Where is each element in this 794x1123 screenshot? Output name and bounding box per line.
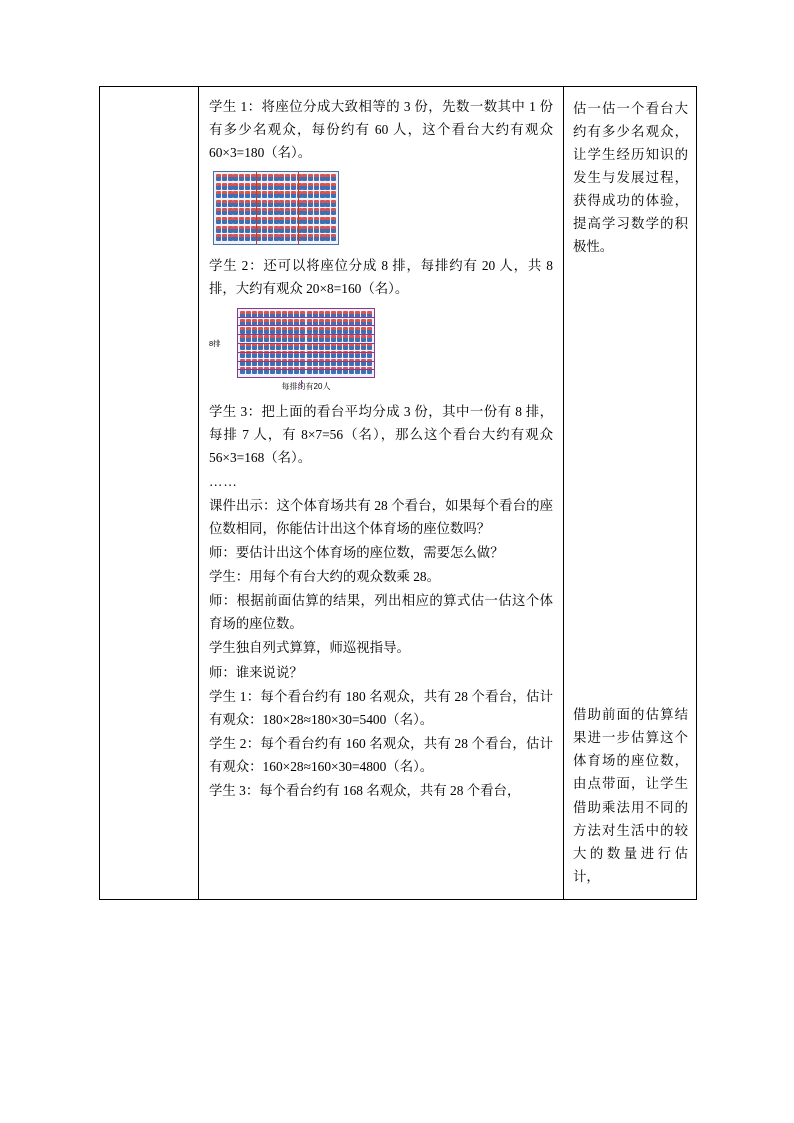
lesson-plan-table	[99, 86, 697, 900]
left-column-content	[100, 87, 198, 105]
main-column-cell	[199, 87, 564, 900]
paragraph-student2-estimate: 学生 2：每个看台约有 160 名观众，共有 28 个看台，估计有观众：160×28≈160×30=4800（名）。	[209, 735, 553, 774]
seating-grid-icon	[213, 171, 339, 245]
figure2-caption: 每排约有20人	[281, 382, 331, 392]
design-note-1: 估一估一个看台大约有多少名观众，让学生经历知识的发生与发展过程，获得成功的体验，提高学习数学的积极性。	[573, 101, 688, 255]
right-column-cell	[564, 87, 697, 900]
design-note-2: 借助前面的估算结果进一步估算这个体育场的座位数，由点带面，让学生借助乘法用不同的方法对生活中的较大的数量进行估计，	[573, 707, 688, 884]
paragraph-teacher-question-2: 师：谁来说说？	[209, 664, 303, 680]
paragraph-student2: 学生 2：还可以将座位分成 8 排，每排约有 20 人，共 8 排，大约有观众 20×8=160（名）。	[209, 258, 553, 297]
paragraph-teacher-question-1: 师：要估计出这个体育场的座位数，需要怎么做？	[209, 545, 504, 561]
right-column-spacer	[573, 259, 688, 703]
figure-seating-three-parts	[209, 171, 553, 245]
pointer-line-icon	[301, 380, 302, 389]
paragraph-student-answer: 学生：用每个有台大约的观众数乘 28。	[209, 569, 440, 585]
paragraph-students-work: 学生独自列式算算，师巡视指导。	[209, 640, 410, 656]
paragraph-student3: 学生 3：把上面的看台平均分成 3 份，其中一份有 8 排，每排 7 人，有 8×7=56（名），那么这个看台大约有观众 56×3=168（名）。	[209, 403, 553, 466]
paragraph-courseware-prompt: 课件出示：这个体育场共有 28 个看台，如果每个看台的座位数相同，你能估计出这个体育场的座位数吗？	[209, 498, 553, 537]
right-column-content	[564, 87, 696, 899]
left-column-cell	[100, 87, 199, 900]
figure2-left-label: 8排	[209, 339, 221, 349]
paragraph-student1-estimate: 学生 1：每个看台约有 180 名观众，共有 28 个看台，估计有观众：180×28≈180×30=5400（名）。	[209, 688, 553, 727]
divider-line-icon	[256, 172, 257, 244]
main-column-content	[199, 87, 563, 812]
seating-grid-rows-icon	[237, 308, 375, 378]
paragraph-student3-estimate: 学生 3：每个看台约有 168 名观众，共有 28 个看台，	[209, 782, 521, 798]
paragraph-teacher-instruction: 师：根据前面估算的结果，列出相应的算式估一估这个体育场的座位数。	[209, 593, 553, 632]
paragraph-student1: 学生 1：将座位分成大致相等的 3 份，先数一数其中 1 份有多少名观众，每份约有 60 人，这个看台大约有观众 60×3=180（名）。	[209, 99, 553, 161]
figure-seating-eight-rows	[209, 308, 443, 394]
divider-line-icon	[298, 172, 299, 244]
paragraph-ellipsis: ……	[209, 474, 238, 490]
table-row	[100, 87, 697, 900]
